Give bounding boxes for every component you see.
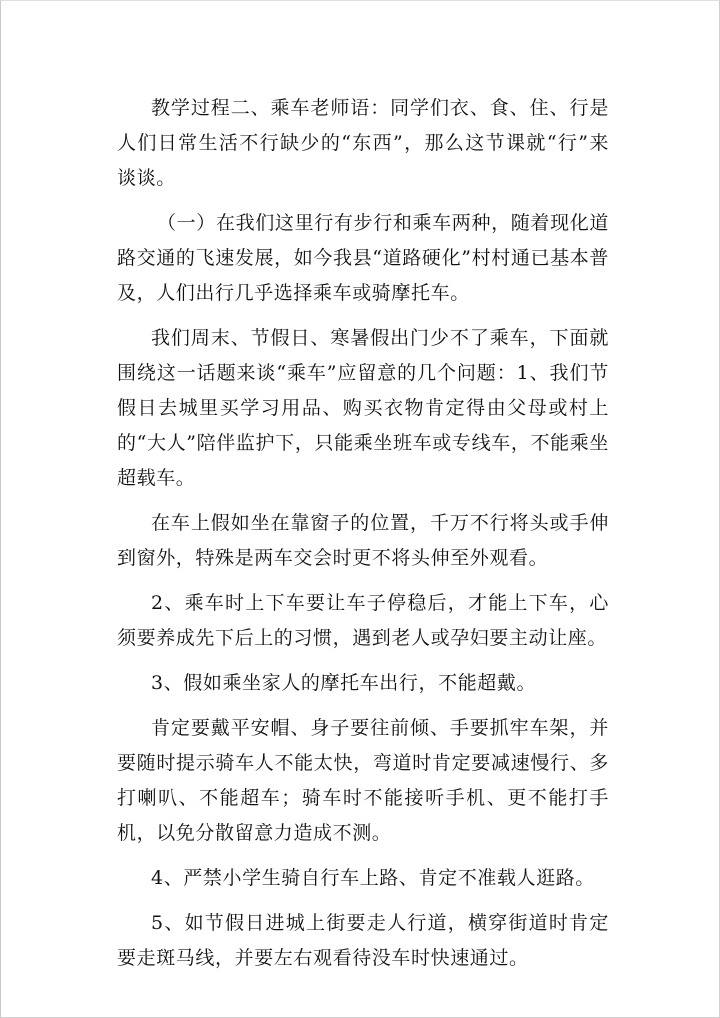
paragraph-item-2: 2、乘车时上下车要让车子停稳后，才能上下车，心须要养成先下后上的习惯，遇到老人或孕妇要主动让座。	[117, 592, 609, 649]
paragraph-window-safety: 在车上假如坐在靠窗子的位置，千万不行将头或手伸到窗外，特殊是两车交会时更不将头伸至外观看。	[117, 512, 609, 569]
paragraph-item-3: 3、假如乘坐家人的摩托车出行，不能超戴。	[151, 672, 537, 694]
document-body	[117, 91, 609, 986]
paragraph-item-5: 5、如节假日进城上街要走人行道，横穿街道时肯定要走斑马线，并要左右观看待没车时快速通过。	[117, 912, 609, 969]
paragraph-helmet-rules: 肯定要戴平安帽、身子要往前倾、手要抓牢车架，并要随时提示骑车人不能太快，弯道时肯定要减速慢行、多打喇叭、不能超车；骑车时不能接听手机、更不能打手机，以免分散留意力造成不测。	[117, 717, 609, 844]
paragraph-item-4: 4、严禁小学生骑自行车上路、肯定不准载人逛路。	[151, 867, 595, 889]
paragraph-travel-issues: 我们周末、节假日、寒暑假出门少不了乘车，下面就围绕这一话题来谈“乘车”应留意的几个问题：1、我们节假日去城里买学习用品、购买衣物肯定得由父母或村上的“大人”陪伴监护下，只能乘坐班车或专线车，不能乘坐超载车。	[117, 327, 609, 489]
paragraph-intro: 教学过程二、乘车老师语：同学们衣、食、住、行是人们日常生活不行缺少的“东西”，那么这节课就“行”来谈谈。	[117, 97, 609, 189]
paragraph-section-one: （一）在我们这里行有步行和乘车两种，随着现化道路交通的飞速发展，如今我县“道路硬化”村村通已基本普及，人们出行几乎选择乘车或骑摩托车。	[117, 212, 609, 304]
